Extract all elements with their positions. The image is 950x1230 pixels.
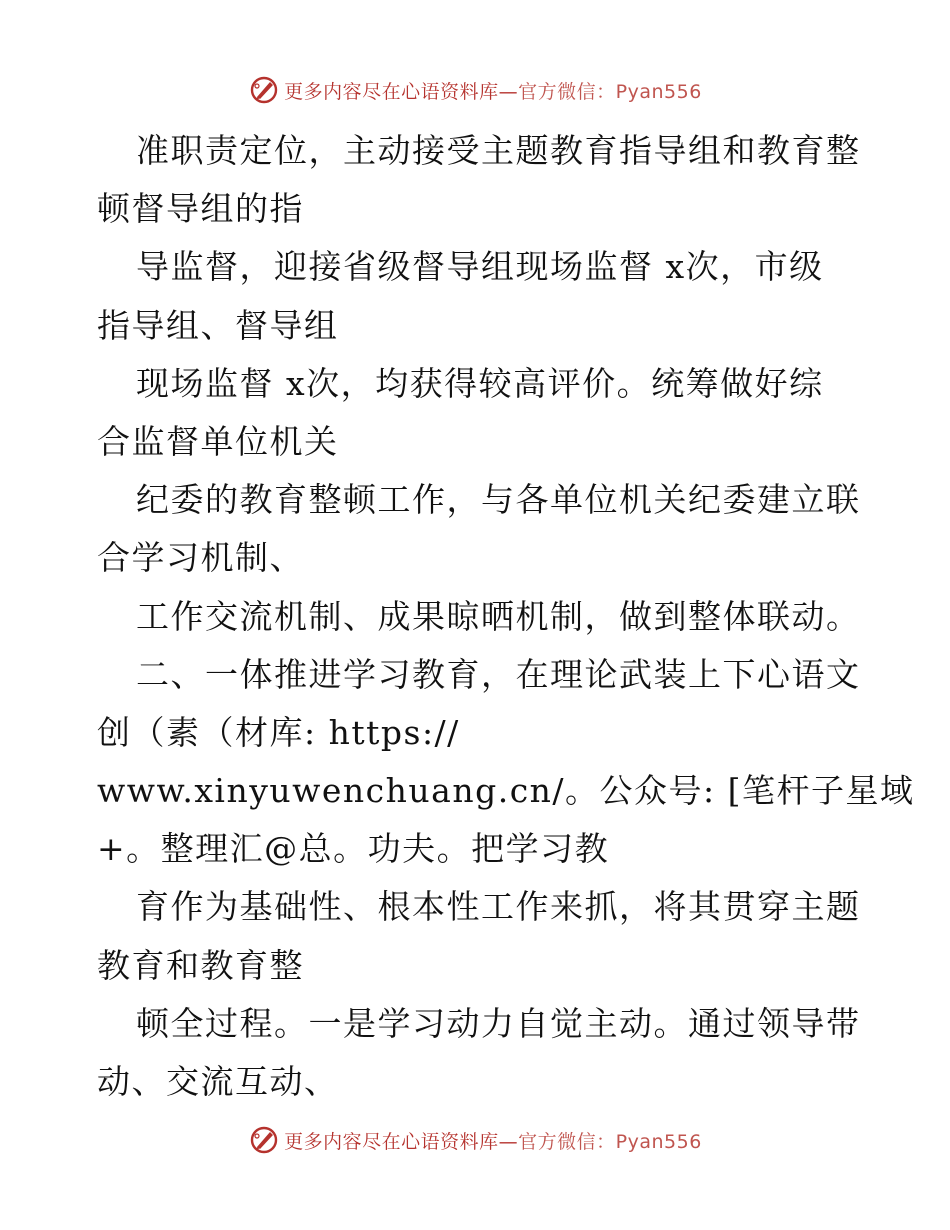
watermark-group (248, 1124, 702, 1156)
watermark-text (284, 1127, 702, 1154)
text-line: 育作为基础性、根本性工作来抓，将其贯穿主题 (136, 887, 861, 927)
text-line: 顿督导组的指 (97, 189, 304, 229)
quill-pen-logo-icon (248, 1124, 280, 1156)
text-line: 动、交流互动、 (97, 1062, 339, 1101)
watermark-brand: 更多内容尽在心语资料库 (284, 1130, 499, 1153)
text-line: www.xinyuwenchuang.cn/。公众号: [笔杆子星域 (97, 771, 915, 811)
footer-watermark (0, 1120, 950, 1160)
text-line: +。整理汇@总。功夫。把学习教 (97, 829, 610, 869)
quill-pen-logo-icon (248, 74, 280, 106)
watermark-brand: 更多内容尽在心语资料库 (284, 80, 499, 103)
text-line: 顿全过程。一是学习动力自觉主动。通过领导带 (136, 1003, 861, 1043)
text-line: 教育和教育整 (97, 945, 304, 985)
text-line: 指导组、督导组 (97, 305, 339, 345)
watermark-separator: — (498, 80, 519, 103)
watermark-text (284, 77, 702, 104)
watermark-group (248, 74, 702, 106)
text-line: 合学习机制、 (97, 538, 304, 578)
text-line: 准职责定位，主动接受主题教育指导组和教育整 (136, 131, 861, 170)
text-line: 工作交流机制、成果晾晒机制，做到整体联动。 (136, 596, 861, 636)
watermark-separator: — (498, 1130, 519, 1153)
text-line: 创（素（材库: https:// (97, 712, 460, 752)
watermark-wechat: 官方微信：Pyan556 (518, 80, 702, 103)
text-line: 现场监督 x次，均获得较高评价。统筹做好综 (136, 363, 824, 403)
text-line: 合监督单位机关 (97, 421, 339, 461)
document-body (97, 122, 915, 1111)
header-watermark (0, 70, 950, 110)
watermark-wechat: 官方微信：Pyan556 (518, 1130, 702, 1153)
text-line: 导监督，迎接省级督导组现场监督 x次，市级 (136, 247, 824, 287)
text-line: 纪委的教育整顿工作，与各单位机关纪委建立联 (136, 480, 861, 520)
text-line: 二、一体推进学习教育，在理论武装上下心语文 (136, 654, 861, 694)
